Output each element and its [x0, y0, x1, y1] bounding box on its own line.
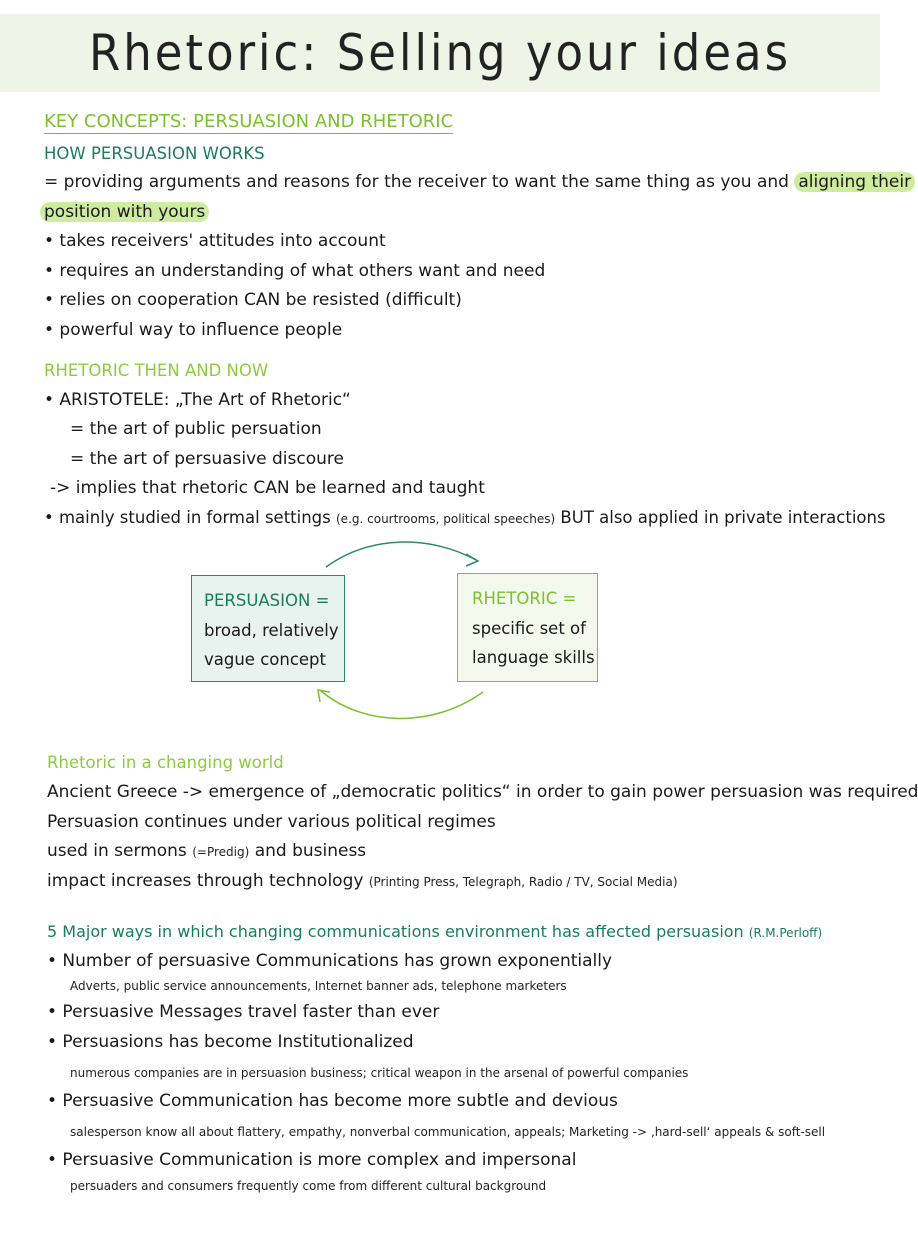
major-ways-heading-text: 5 Major ways in which changing communications environment has affected persuasion [47, 922, 744, 941]
rhetoric-then-now-heading: RHETORIC THEN AND NOW [44, 361, 269, 380]
persuasion-box-line1: broad, relatively [204, 621, 339, 640]
key-bullet: • relies on cooperation CAN be resisted (difficult) [44, 290, 462, 310]
definition-highlight-1: aligning their [794, 172, 915, 192]
major-way-title: • Persuasive Communication is more complex and impersonal [47, 1150, 577, 1170]
page-title: Rhetoric: Selling your ideas [88, 24, 792, 82]
line4-small: (Printing Press, Telegraph, Radio / TV, Social Media) [368, 875, 678, 889]
arrow-top-head [466, 554, 478, 566]
definition-line-2 [40, 202, 209, 222]
major-ways-heading [47, 922, 822, 941]
arrow-bottom-curve [320, 690, 483, 718]
major-way-note: persuaders and consumers frequently come from different cultural background [70, 1179, 547, 1193]
persuasion-box-line2: vague concept [204, 650, 326, 669]
definition-line [44, 172, 915, 192]
rhetoric-box-title: RHETORIC = [472, 589, 577, 608]
rhetoric-box-line1: specific set of [472, 619, 586, 638]
definition-start: = providing arguments and reasons for the receiver to want the same thing as you and [44, 172, 789, 192]
rhetoric-box-line2: language skills [472, 648, 595, 667]
rhetoric-def-2: = the art of persuasive discoure [70, 449, 344, 469]
line4a: impact increases through technology [47, 871, 364, 891]
key-concepts-heading [44, 111, 453, 132]
key-bullet: • requires an understanding of what others want and need [44, 261, 546, 281]
line3-small: (=Predig) [192, 845, 250, 859]
persuasion-box-title: PERSUASION = [204, 591, 330, 610]
rhetoric-box [457, 573, 598, 682]
changing-world-line3 [47, 841, 366, 861]
changing-world-line4 [47, 871, 678, 891]
major-way-title: • Persuasions has become Institutionalized [47, 1032, 414, 1052]
how-persuasion-heading: HOW PERSUASION WORKS [44, 144, 265, 163]
rhetoric-def-1: = the art of public persuation [70, 419, 322, 439]
mainly-a: • mainly studied in formal settings [44, 508, 331, 527]
major-way-title: • Persuasive Messages travel faster than ever [47, 1002, 440, 1022]
key-bullet: • takes receivers' attitudes into account [44, 231, 386, 251]
mainly-studied-line [44, 508, 886, 527]
mainly-b: BUT also applied in private interactions [560, 508, 886, 527]
changing-world-line1: Ancient Greece -> emergence of „democratic politics“ in order to gain power persuasion was required [47, 782, 918, 802]
line3a: used in sermons [47, 841, 187, 861]
major-way-title: • Number of persuasive Communications has grown exponentially [47, 951, 613, 971]
changing-world-line2: Persuasion continues under various political regimes [47, 812, 496, 832]
line3b: and business [254, 841, 367, 861]
major-way-note: Adverts, public service announcements, Internet banner ads, telephone marketers [70, 979, 567, 993]
arrow-top-curve [326, 542, 476, 567]
cycle-arrows [0, 530, 880, 730]
mainly-small: (e.g. courtrooms, political speeches) [336, 512, 556, 526]
key-concepts-heading-text: KEY CONCEPTS: PERSUASION AND RHETORIC [44, 111, 454, 132]
implies-line: -> implies that rhetoric CAN be learned and taught [50, 478, 485, 498]
major-way-note: salesperson know all about flattery, empathy, nonverbal communication, appeals; Marketing -> ‚hard-sell‘ appeals & soft-sell [70, 1125, 826, 1139]
major-way-note: numerous companies are in persuasion business; critical weapon in the arsenal of powerful companies [70, 1066, 689, 1080]
definition-highlight-2: position with yours [40, 202, 209, 222]
key-bullet: • powerful way to influence people [44, 320, 343, 340]
major-way-title: • Persuasive Communication has become more subtle and devious [47, 1091, 618, 1111]
aristotele-line: • ARISTOTELE: „The Art of Rhetoric“ [44, 390, 351, 410]
changing-world-heading: Rhetoric in a changing world [47, 753, 284, 772]
persuasion-box [191, 575, 345, 682]
major-ways-source: (R.M.Perloff) [748, 926, 823, 940]
